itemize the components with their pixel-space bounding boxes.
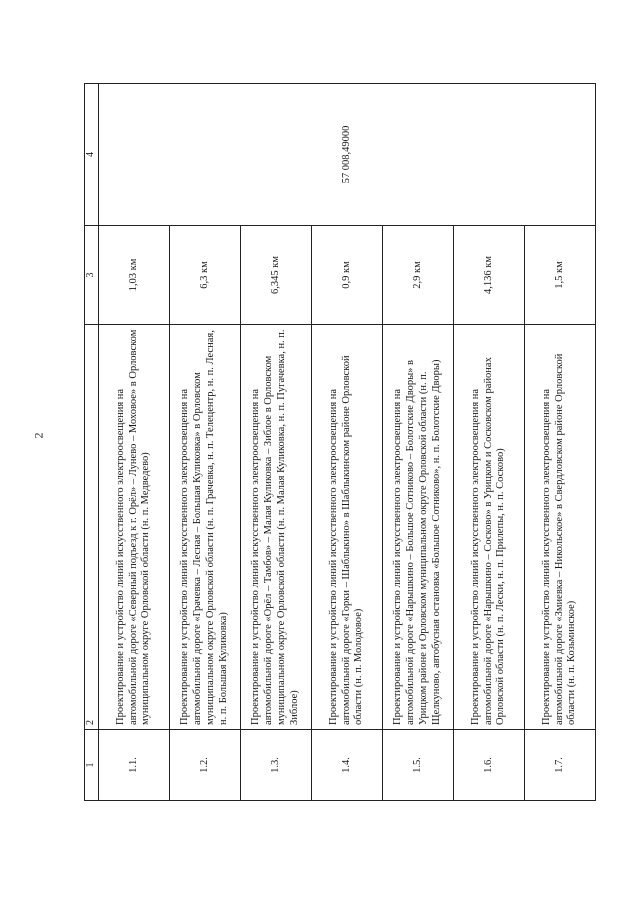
row-description: Проектирование и устройство линий искусственного электроосвещения на автомобильной дороге «Горки – Шаблыкино» в Шаблыкинском районе Орловской области (н. п. Молодовое): [312, 325, 383, 730]
row-number: 1.4.: [312, 730, 383, 801]
row-description: Проектирование и устройство линий искусственного электроосвещения на автомобильной дороге «Нарышкино – Большое Сотниково – Болотские Дворы» в Урицком районе и Орловском муниципальном округе Орловской области (н. п. Щелкуново, автобусная остановка «Большое Сотниково», н. п. Болотские Дворы): [383, 325, 454, 730]
row-length: 1,5 км: [525, 226, 596, 325]
table-container: [84, 83, 578, 801]
row-length: 0,9 км: [312, 226, 383, 325]
table-rotated: [84, 83, 578, 801]
row-length: 2,9 км: [383, 226, 454, 325]
total-amount: 57 008,49000: [99, 84, 596, 226]
row-number: 1.2.: [170, 730, 241, 801]
col-header-1: 1: [85, 730, 99, 801]
row-description: Проектирование и устройство линий искусственного электроосвещения на автомобильной дороге «Грачевка – Лесная – Большая Куликовка» в Орловском муниципальном округе Орловской области (н. п. Грачевка, н. п. Телецентр, н. п. Лесная, н. п. Большая Куликовка): [170, 325, 241, 730]
row-description: Проектирование и устройство линий искусственного электроосвещения на автомобильной дороге «Змиевка – Никольское» в Свердловском районе Орловской области (н. п. Козьминское): [525, 325, 596, 730]
row-number: 1.6.: [454, 730, 525, 801]
col-header-2: 2: [85, 325, 99, 730]
table-row: [99, 84, 170, 801]
row-length: 6,345 км: [241, 226, 312, 325]
row-description: Проектирование и устройство линий искусственного электроосвещения на автомобильной дороге «Нарышкино – Сосково» в Урицком и Сосковском районах Орловской области (н. п. Лески, н. п. Прилепы, н. п. Сосково): [454, 325, 525, 730]
page-number: 2: [31, 432, 46, 439]
row-length: 4,136 км: [454, 226, 525, 325]
row-description: Проектирование и устройство линий искусственного электроосвещения на автомобильной дороге «Северный подъезд к г. Орёл» – Лунево – Моховое» в Орловском муниципальном округе Орловской области (н. п. Медведево): [99, 325, 170, 730]
works-table: [84, 83, 596, 801]
col-header-4: 4: [85, 84, 99, 226]
row-number: 1.5.: [383, 730, 454, 801]
row-number: 1.3.: [241, 730, 312, 801]
row-length: 6,3 км: [170, 226, 241, 325]
col-header-3: 3: [85, 226, 99, 325]
row-description: Проектирование и устройство линий искусственного электроосвещения на автомобильной дороге «Орёл – Тамбов» – Малая Куликовка – Зиблое в Орловском муниципальном округе Орловской области (н. п. Малая Куликовка, н. п. Пугачевка, н. п. Зиблое): [241, 325, 312, 730]
header-row: [85, 84, 99, 801]
row-length: 1,03 км: [99, 226, 170, 325]
row-number: 1.7.: [525, 730, 596, 801]
row-number: 1.1.: [99, 730, 170, 801]
